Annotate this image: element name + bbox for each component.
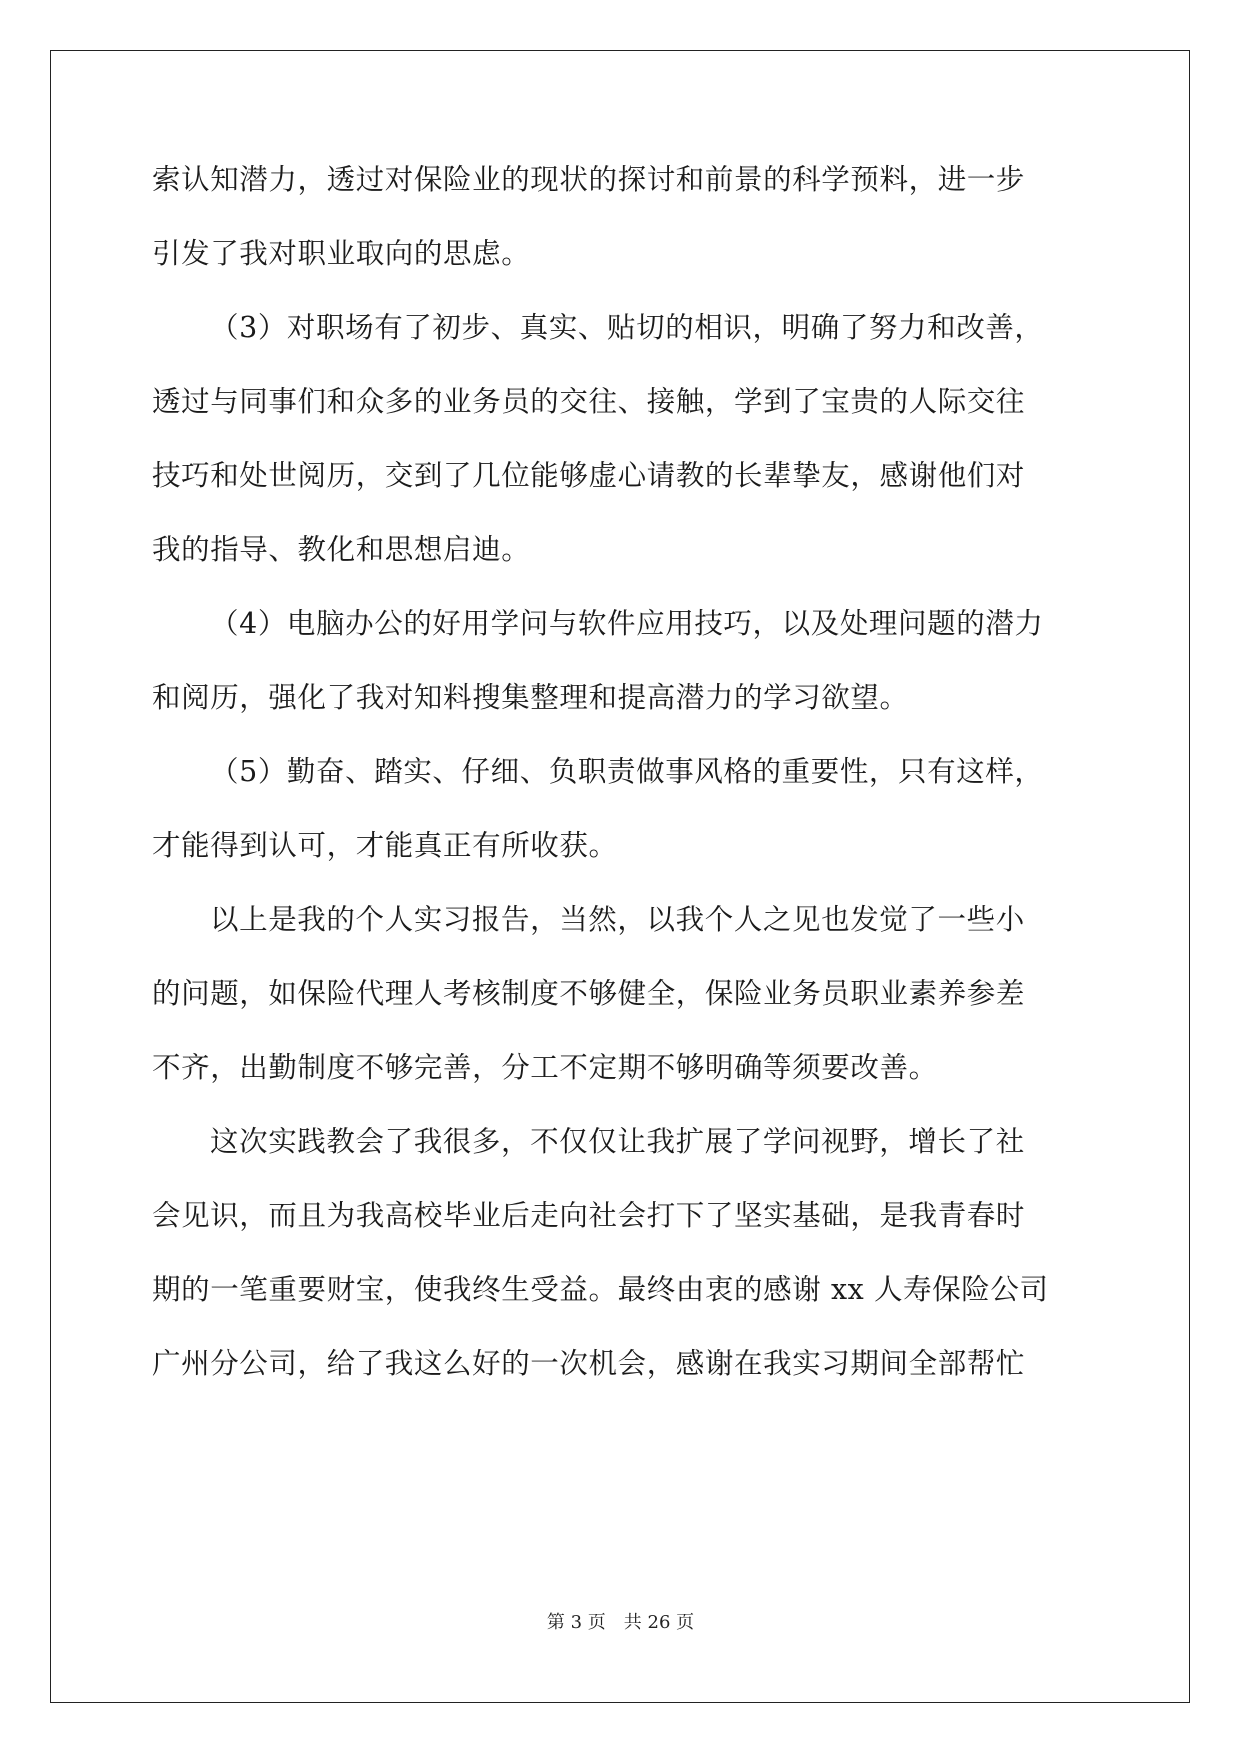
- page-total: 共 26 页: [623, 1612, 695, 1633]
- paragraph-start-line: （3）对职场有了初步、真实、贴切的相识，明确了努力和改善，: [210, 311, 1044, 344]
- text-line: 才能得到认可，才能真正有所收获。: [152, 829, 618, 862]
- text-line: 广州分公司，给了我这么好的一次机会，感谢在我实习期间全部帮忙: [152, 1347, 1026, 1380]
- text-line: 期的一笔重要财宝，使我终生受益。最终由衷的感谢 xx 人寿保险公司: [152, 1273, 1049, 1306]
- text-line: 技巧和处世阅历，交到了几位能够虚心请教的长辈挚友，感谢他们对: [152, 459, 1026, 492]
- paragraph-start-line: 这次实践教会了我很多，不仅仅让我扩展了学问视野，增长了社: [210, 1125, 1025, 1158]
- paragraph-start-line: 以上是我的个人实习报告，当然，以我个人之见也发觉了一些小: [210, 903, 1025, 936]
- page-border: [50, 50, 1190, 1703]
- text-line: 索认知潜力，透过对保险业的现状的探讨和前景的科学预料，进一步: [152, 163, 1026, 196]
- text-line: 的问题，如保险代理人考核制度不够健全，保险业务员职业素养参差: [152, 977, 1026, 1010]
- paragraph-start-line: （5）勤奋、踏实、仔细、负职责做事风格的重要性，只有这样，: [210, 755, 1044, 788]
- page-footer: [0, 1608, 1241, 1634]
- text-line: 引发了我对职业取向的思虑。: [152, 237, 531, 270]
- page-number: 第 3 页: [546, 1612, 606, 1633]
- text-line: 不齐，出勤制度不够完善，分工不定期不够明确等须要改善。: [152, 1051, 938, 1084]
- text-line: 会见识，而且为我高校毕业后走向社会打下了坚实基础，是我青春时: [152, 1199, 1026, 1232]
- text-line: 我的指导、教化和思想启迪。: [152, 533, 531, 566]
- text-line: 透过与同事们和众多的业务员的交往、接触，学到了宝贵的人际交往: [152, 385, 1026, 418]
- text-line: 和阅历，强化了我对知料搜集整理和提高潜力的学习欲望。: [152, 681, 909, 714]
- paragraph-start-line: （4）电脑办公的好用学问与软件应用技巧，以及处理问题的潜力: [210, 607, 1044, 640]
